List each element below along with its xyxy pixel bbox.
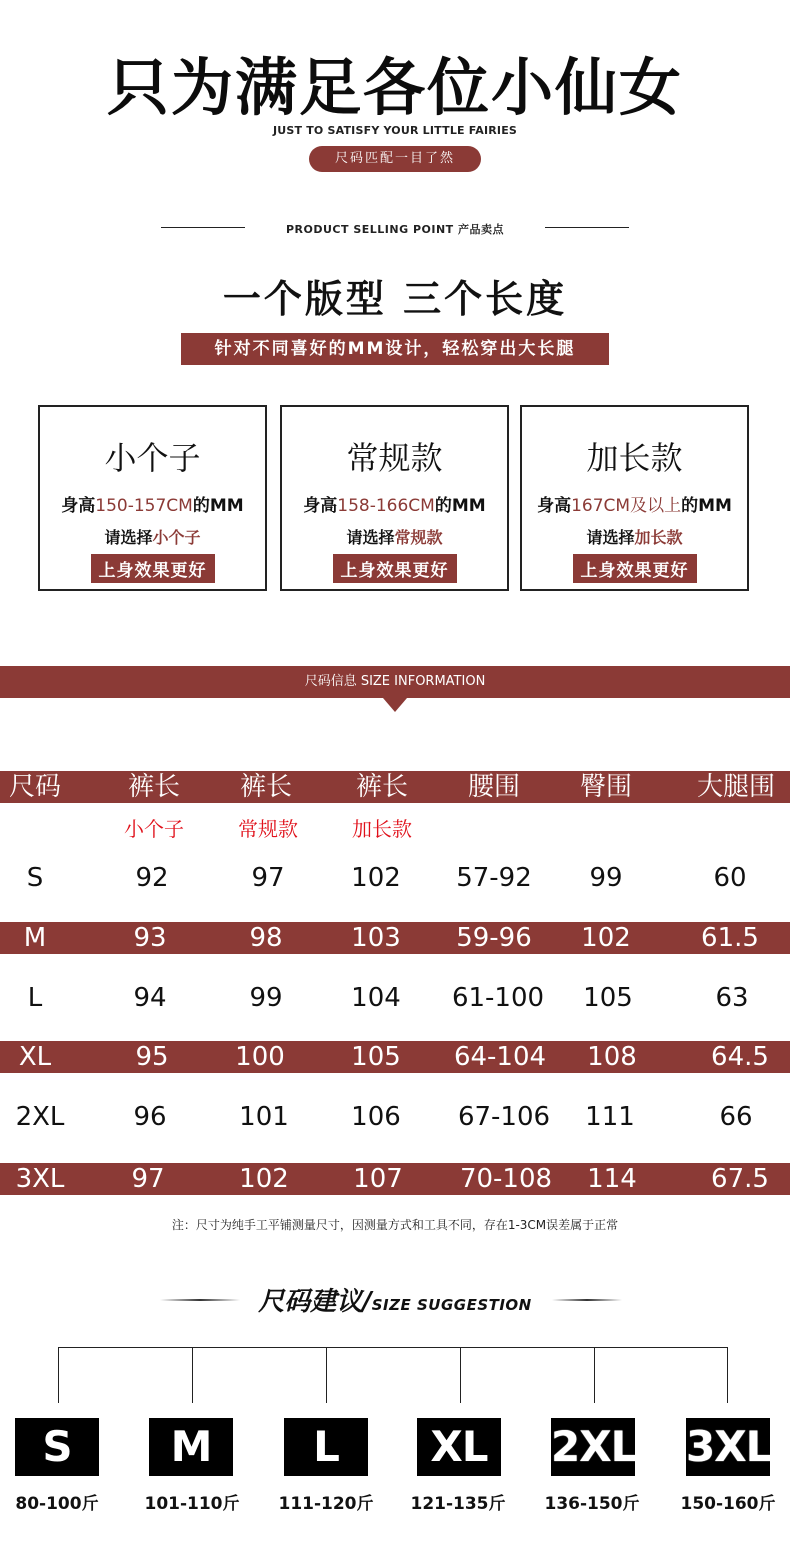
table-cell: 63 xyxy=(715,983,749,1013)
table-subheader-cell: 加长款 xyxy=(352,817,412,841)
table-cell: 108 xyxy=(587,1042,637,1072)
table-cell: 107 xyxy=(353,1164,403,1194)
table-row xyxy=(0,1163,790,1195)
table-cell: 67.5 xyxy=(711,1164,769,1194)
table-header-cell: 裤长 xyxy=(355,772,408,802)
card-long xyxy=(520,405,749,591)
card-petite xyxy=(38,405,267,591)
weight-range: 111-120斤 xyxy=(278,1494,374,1514)
table-header-cell: 大腿围 xyxy=(696,772,775,802)
card-effect-badge: 上身效果更好 xyxy=(333,554,457,583)
table-row xyxy=(0,922,790,954)
table-subheader-cell: 小个子 xyxy=(124,817,184,841)
table-cell: 111 xyxy=(585,1102,635,1132)
table-header-cell: 裤长 xyxy=(127,772,180,802)
table-cell: 61-100 xyxy=(451,983,545,1013)
table-cell: 105 xyxy=(351,1042,401,1072)
table-cell: 94 xyxy=(133,983,167,1013)
section-title: 一个版型 三个长度 xyxy=(222,277,568,321)
table-cell: 92 xyxy=(135,863,169,893)
table-row xyxy=(0,862,790,894)
table-cell: 105 xyxy=(583,983,633,1013)
table-row xyxy=(0,1101,790,1133)
bracket-tick xyxy=(326,1347,327,1403)
table-cell: 102 xyxy=(351,863,401,893)
table-cell: XL xyxy=(18,1042,52,1072)
table-cell: 114 xyxy=(587,1164,637,1194)
card-title: 常规款 xyxy=(346,439,443,477)
card-choose: 请选择加长款 xyxy=(586,528,683,547)
table-cell: 67-106 xyxy=(457,1102,551,1132)
table-cell: 99 xyxy=(249,983,283,1013)
card-height: 身高158-166CM的MM xyxy=(303,496,486,516)
card-title: 加长款 xyxy=(586,439,683,477)
card-effect-badge: 上身效果更好 xyxy=(573,554,697,583)
table-header-cell: 腰围 xyxy=(467,772,520,802)
table-cell: 101 xyxy=(239,1102,289,1132)
suggestion-title: 尺码建议/SIZE SUGGESTION xyxy=(258,1287,532,1317)
card-regular xyxy=(280,405,509,591)
table-cell: 64-104 xyxy=(453,1042,547,1072)
page-subtitle-en: JUST TO SATISFY YOUR LITTLE FAIRIES xyxy=(272,124,518,137)
table-cell: 98 xyxy=(249,923,283,953)
weight-range: 101-110斤 xyxy=(144,1494,240,1514)
table-cell: 102 xyxy=(581,923,631,953)
table-row xyxy=(0,1041,790,1073)
table-cell: 61.5 xyxy=(701,923,759,953)
table-subheader-cell: 常规款 xyxy=(238,817,298,841)
bracket-tick xyxy=(460,1347,461,1403)
table-cell: 60 xyxy=(713,863,747,893)
table-row xyxy=(0,982,790,1014)
selling-banner: 针对不同喜好的MM设计，轻松穿出大长腿 xyxy=(181,333,609,365)
size-box-m: M xyxy=(149,1418,233,1476)
weight-range: 150-160斤 xyxy=(680,1494,776,1514)
size-info-arrow xyxy=(383,698,407,712)
table-header-cell: 臀围 xyxy=(579,772,632,802)
bracket-tick xyxy=(727,1347,728,1403)
table-header-row xyxy=(0,771,790,803)
table-cell: 70-108 xyxy=(459,1164,553,1194)
measurement-note: 注：尺寸为纯手工平铺测量尺寸，因测量方式和工具不同，存在1-3CM误差属于正常 xyxy=(171,1218,619,1232)
table-cell: 64.5 xyxy=(711,1042,769,1072)
bracket-tick xyxy=(594,1347,595,1403)
table-cell: 66 xyxy=(719,1102,753,1132)
size-match-pill: 尺码匹配一目了然 xyxy=(309,146,481,172)
page-title: 只为满足各位小仙女 xyxy=(106,51,683,124)
card-choose: 请选择小个子 xyxy=(104,528,201,547)
table-cell: 95 xyxy=(135,1042,169,1072)
size-box-2xl: 2XL xyxy=(551,1418,635,1476)
card-effect-badge: 上身效果更好 xyxy=(91,554,215,583)
size-box-xl: XL xyxy=(417,1418,501,1476)
table-cell: 100 xyxy=(235,1042,285,1072)
table-cell: L xyxy=(27,983,43,1013)
bracket-tick xyxy=(192,1347,193,1403)
table-cell: 3XL xyxy=(15,1164,65,1194)
table-subheader-row xyxy=(0,813,790,845)
table-cell: S xyxy=(26,863,44,893)
weight-range: 121-135斤 xyxy=(410,1494,506,1514)
size-box-s: S xyxy=(15,1418,99,1476)
size-info-bar: 尺码信息 SIZE INFORMATION xyxy=(0,666,790,698)
table-cell: 97 xyxy=(251,863,285,893)
table-cell: 59-96 xyxy=(456,923,532,953)
table-cell: 57-92 xyxy=(456,863,532,893)
size-box-3xl: 3XL xyxy=(686,1418,770,1476)
card-height: 身高167CM及以上的MM xyxy=(537,496,732,516)
table-header-cell: 裤长 xyxy=(239,772,292,802)
table-cell: 93 xyxy=(133,923,167,953)
table-cell: 104 xyxy=(351,983,401,1013)
weight-range: 136-150斤 xyxy=(544,1494,640,1514)
bracket-line xyxy=(58,1347,728,1348)
table-cell: 97 xyxy=(131,1164,165,1194)
card-title: 小个子 xyxy=(104,439,201,477)
table-cell: 106 xyxy=(351,1102,401,1132)
table-cell: 102 xyxy=(239,1164,289,1194)
table-cell: 99 xyxy=(589,863,623,893)
selling-point-label: PRODUCT SELLING POINT 产品卖点 xyxy=(285,223,504,236)
card-choose: 请选择常规款 xyxy=(346,528,443,547)
size-box-l: L xyxy=(284,1418,368,1476)
table-cell: 103 xyxy=(351,923,401,953)
card-height: 身高150-157CM的MM xyxy=(61,496,244,516)
table-cell: 2XL xyxy=(15,1102,65,1132)
table-cell: 96 xyxy=(133,1102,167,1132)
table-header-cell: 尺码 xyxy=(8,772,61,802)
table-cell: M xyxy=(23,923,47,953)
weight-range: 80-100斤 xyxy=(15,1494,99,1514)
bracket-tick xyxy=(58,1347,59,1403)
